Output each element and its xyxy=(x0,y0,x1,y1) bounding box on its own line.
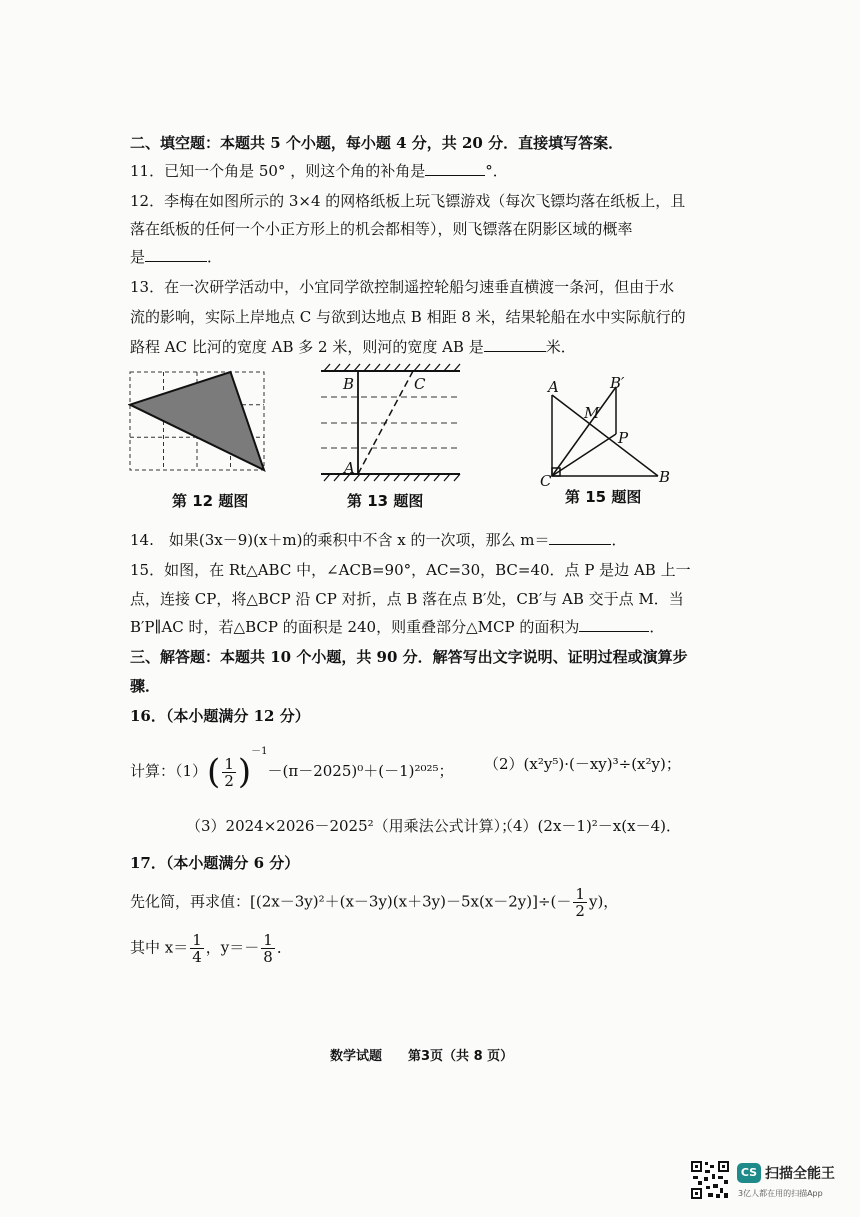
fraction-y-value: $\frac{1}{8}$ xyxy=(263,931,273,966)
fraction-x-value: $\frac{1}{4}$ xyxy=(192,931,202,966)
q13-answer-blank[interactable] xyxy=(484,337,546,352)
q12-answer-blank[interactable] xyxy=(145,247,207,262)
question-11 xyxy=(130,161,508,181)
fig15-label-C: C xyxy=(540,472,552,490)
fig15-label-P: P xyxy=(618,429,629,447)
section-3-heading-1: 三、解答题：本题共 10 个小题，共 90 分．解答写出文字说明、证明过程或演算步 xyxy=(130,648,688,666)
q15-text: B′P∥AC 时，若△BCP 的面积是 240，则重叠部分△MCP 的面积为 xyxy=(130,618,580,636)
q13-unit: 米． xyxy=(545,338,576,356)
q15-answer-blank[interactable] xyxy=(579,617,649,632)
question-15-line-1: 15．如图，在 Rt△ABC 中，∠ACB=90°，AC=30，BC=40．点 P 是边 AB 上一 xyxy=(130,561,691,579)
q11-text: 11．已知一个角是 50° ，则这个角的补角是 xyxy=(130,162,426,180)
q17-x-label: 其中 x＝ xyxy=(130,938,189,957)
q17-y-label: ，y＝－ xyxy=(205,938,260,957)
q16-part-3: （3）2024×2026－2025²（用乘法公式计算）； xyxy=(186,817,517,835)
q16-part-1: 计算：（1）( $\frac{1}{2}$ )$^{-1}$－(π－2025)⁰＋(－1)²⁰²⁵； xyxy=(130,746,454,792)
q14-end: ． xyxy=(611,531,627,549)
question-15-line-2: 点，连接 CP，将△BCP 沿 CP 对折，点 B 落在点 B′处，CB′与 AB 交于点 M．当 xyxy=(130,590,684,608)
fig15-label-B: B xyxy=(659,468,671,486)
section-2-heading: 二、填空题：本题共 5 个小题，每小题 4 分，共 20 分．直接填写答案． xyxy=(130,134,624,152)
q16-part-2: （2）(x²y⁵)·(－xy)³÷(x²y)； xyxy=(484,755,681,773)
q12-text: 是 xyxy=(130,248,146,266)
q11-answer-blank[interactable] xyxy=(425,161,485,176)
question-16-title: 16．（本小题满分 12 分） xyxy=(130,707,310,725)
q11-unit: °． xyxy=(485,162,508,180)
q16-p1-tail: －(π－2025)⁰＋(－1)²⁰²⁵； xyxy=(267,762,454,780)
question-14 xyxy=(130,530,627,550)
q14-answer-blank[interactable] xyxy=(549,530,611,545)
fig13-label-B: B xyxy=(343,375,355,393)
figure-13-river xyxy=(318,363,463,485)
question-17-title: 17．（本小题满分 6 分） xyxy=(130,854,300,872)
figure-15-triangle xyxy=(540,375,670,485)
fraction-one-half: $\frac{1}{2}$ xyxy=(224,754,234,790)
q13-text: 路程 AC 比河的宽度 AB 多 2 米，则河的宽度 AB 是 xyxy=(130,338,484,356)
q17-expr-main: 先化简，再求值：[(2x－3y)²＋(x－3y)(x＋3y)－5x(x－2y)]÷(－ xyxy=(130,892,572,911)
q15-end: ． xyxy=(649,618,665,636)
section-3-heading-2: 骤． xyxy=(130,677,161,695)
qr-code-icon xyxy=(690,1160,730,1200)
question-13-line-1: 13．在一次研学活动中，小宜同学欲控制遥控轮船匀速垂直横渡一条河，但由于水 xyxy=(130,278,675,296)
q16-part-4: （4）(2x－1)²－x(x－4)． xyxy=(498,817,681,835)
camscanner-logo: CS xyxy=(737,1163,761,1183)
fraction-q17-half: $\frac{1}{2}$ xyxy=(575,885,585,920)
question-12-line-1: 12．李梅在如图所示的 3×4 的网格纸板上玩飞镖游戏（每次飞镖均落在纸板上，且 xyxy=(130,192,686,210)
figure-15-caption: 第 15 题图 xyxy=(565,488,642,506)
question-12-line-3 xyxy=(130,247,222,267)
page-footer: 数学试题 第3页（共 8 页） xyxy=(330,1049,514,1064)
camscanner-name: 扫描全能王 xyxy=(765,1166,835,1182)
question-13-line-2: 流的影响，实际上岸地点 C 与欲到达地点 B 相距 8 米，结果轮船在水中实际航行的 xyxy=(130,308,686,326)
fig15-label-Bprime: B′ xyxy=(610,374,625,392)
figure-12-grid xyxy=(128,370,270,475)
shaded-triangle xyxy=(130,372,264,470)
question-13-line-3 xyxy=(130,337,576,357)
q17-values xyxy=(130,932,292,965)
q17-expression xyxy=(130,886,618,919)
exponent-neg-one: －1 xyxy=(251,746,268,757)
question-15-line-3 xyxy=(130,617,664,637)
q17-end: ． xyxy=(276,938,292,957)
q16-lead: 计算：（1） xyxy=(130,762,208,780)
q12-end: ． xyxy=(207,248,223,266)
q14-text: 14. 如果(3x－9)(x＋m)的乘积中不含 x 的一次项，那么 m＝ xyxy=(130,531,550,549)
fig13-label-A: A xyxy=(344,459,355,477)
figure-13-caption: 第 13 题图 xyxy=(347,492,424,510)
fig15-label-M: M xyxy=(584,404,600,422)
question-12-line-2: 落在纸板的任何一个小正方形上的机会都相等），则飞镖落在阴影区域的概率 xyxy=(130,220,633,238)
fig13-label-C: C xyxy=(414,375,426,393)
q17-expr-end: y)， xyxy=(588,892,619,911)
figure-12-caption: 第 12 题图 xyxy=(172,492,249,510)
camscanner-tagline: 3亿人都在用的扫描App xyxy=(738,1189,823,1198)
fig15-label-A: A xyxy=(548,378,559,396)
